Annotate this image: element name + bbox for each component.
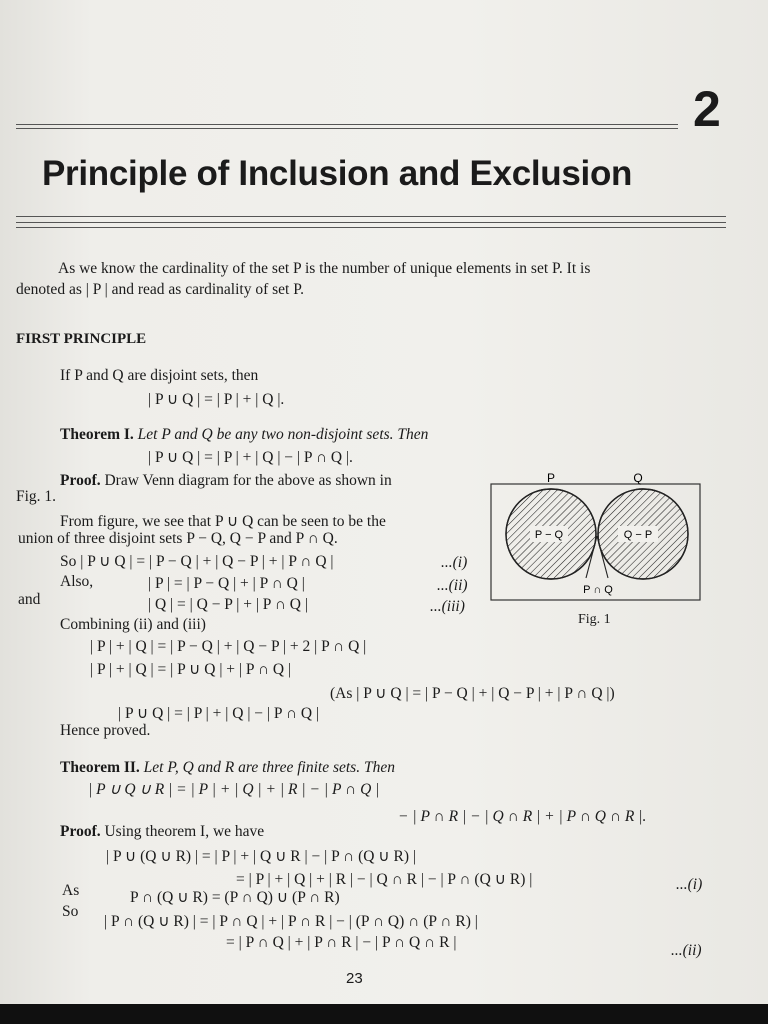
header-rule-bottom-3 <box>16 227 726 228</box>
proof-2-eq-3: = | P ∩ Q | + | P ∩ R | − | P ∩ Q ∩ R | <box>226 934 457 951</box>
proof-1-combining: Combining (ii) and (iii) <box>60 616 206 633</box>
proof-1-conclusion: Hence proved. <box>60 722 151 739</box>
proof-1-line-2: From figure, we see that P ∪ Q can be seen to be the <box>60 513 386 530</box>
proof-1-tag-iii: ...(iii) <box>430 598 465 615</box>
venn-diagram <box>490 472 702 602</box>
proof-2-tag-ii: ...(ii) <box>671 942 702 959</box>
proof-2-eq-2: = | P | + | Q | + | R | − | Q ∩ R | − | P ∩ (Q ∪ R) | <box>236 871 533 888</box>
header-rule-bottom-2 <box>16 222 726 223</box>
theorem-2-label: Theorem II. <box>60 759 140 776</box>
proof-1-line-1 <box>60 472 392 490</box>
proof-1-and-label: and <box>18 591 41 608</box>
theorem-2-formula-line-2: − | P ∩ R | − | Q ∩ R | + | P ∩ Q ∩ R |. <box>398 808 647 825</box>
page-bottom-edge <box>0 1004 768 1024</box>
proof-2-intro-text: Using theorem I, we have <box>104 823 265 840</box>
theorem-2 <box>60 759 395 777</box>
venn-label-q: Q <box>633 472 643 485</box>
page-number: 23 <box>346 970 363 987</box>
proof-1-text-1: Draw Venn diagram for the above as shown in <box>104 472 392 489</box>
proof-2-so-label: So <box>62 903 79 920</box>
first-principle-condition: If P and Q are disjoint sets, then <box>60 367 259 384</box>
proof-1-fig-ref: Fig. 1. <box>16 488 57 505</box>
proof-2-as-label: As <box>62 882 80 899</box>
figure-caption: Fig. 1 <box>578 612 611 627</box>
chapter-title: Principle of Inclusion and Exclusion <box>42 154 633 193</box>
proof-1-tag-i: ...(i) <box>441 554 468 571</box>
header-rule-top <box>16 124 678 125</box>
venn-region-q-minus-p: Q − P <box>623 529 653 541</box>
proof-1-line-3: union of three disjoint sets P − Q, Q − P and P ∩ Q. <box>18 530 338 547</box>
theorem-1 <box>60 426 428 444</box>
proof-1-as-note: (As | P ∪ Q | = | P − Q | + | Q − P | + | P ∩ Q |) <box>330 685 615 702</box>
proof-1-eq-3: | P ∪ Q | = | P | + | Q | − | P ∩ Q | <box>118 705 320 722</box>
header-rule-bottom <box>16 216 726 217</box>
venn-region-intersection: P ∩ Q <box>583 584 613 596</box>
proof-2-tag-i: ...(i) <box>676 876 703 893</box>
venn-label-p: P <box>546 472 556 485</box>
theorem-1-formula: | P ∪ Q | = | P | + | Q | − | P ∩ Q |. <box>148 449 353 466</box>
proof-1-eq-1: | P | + | Q | = | P − Q | + | Q − P | + 2 | P ∩ Q | <box>90 638 367 655</box>
first-principle-formula: | P ∪ Q | = | P | + | Q |. <box>148 391 285 408</box>
proof-2-eq-1: | P ∪ (Q ∪ R) | = | P | + | Q ∪ R | − | P ∩ (Q ∪ R) | <box>106 848 416 865</box>
proof-2-intro <box>60 823 264 841</box>
proof-1-also-formula: | P | = | P − Q | + | P ∩ Q | <box>148 575 305 592</box>
chapter-number: 2 <box>693 81 721 137</box>
proof-2-so-formula: | P ∩ (Q ∪ R) | = | P ∩ Q | + | P ∩ R | − | (P ∩ Q) ∩ (P ∩ R) | <box>104 913 478 930</box>
intro-line-2: denoted as | P | and read as cardinality of set P. <box>16 281 304 298</box>
theorem-2-formula-line-1: | P ∪ Q ∪ R | = | P | + | Q | + | R | − | P ∩ Q | <box>88 781 380 798</box>
theorem-2-statement: Let P, Q and R are three finite sets. Then <box>143 759 395 776</box>
proof-1-label: Proof. <box>60 472 101 489</box>
first-principle-heading: FIRST PRINCIPLE <box>16 331 147 347</box>
theorem-1-label: Theorem I. <box>60 426 134 443</box>
proof-1-eq-2: | P | + | Q | = | P ∪ Q | + | P ∩ Q | <box>90 661 292 678</box>
proof-1-so-line: So | P ∪ Q | = | P − Q | + | Q − P | + | P ∩ Q | <box>60 553 334 570</box>
proof-1-tag-ii: ...(ii) <box>437 577 468 594</box>
header-rule-top-2 <box>16 128 678 129</box>
proof-2-as-formula: P ∩ (Q ∪ R) = (P ∩ Q) ∪ (P ∩ R) <box>130 889 340 906</box>
proof-2-label: Proof. <box>60 823 101 840</box>
proof-1-also-label: Also, <box>60 573 94 590</box>
proof-1-and-formula: | Q | = | Q − P | + | P ∩ Q | <box>148 596 308 613</box>
venn-region-p-minus-q: P − Q <box>534 529 564 541</box>
theorem-1-statement: Let P and Q be any two non-disjoint sets. Then <box>137 426 429 443</box>
intro-line-1: As we know the cardinality of the set P is the number of unique elements in set P. It is <box>58 260 591 277</box>
